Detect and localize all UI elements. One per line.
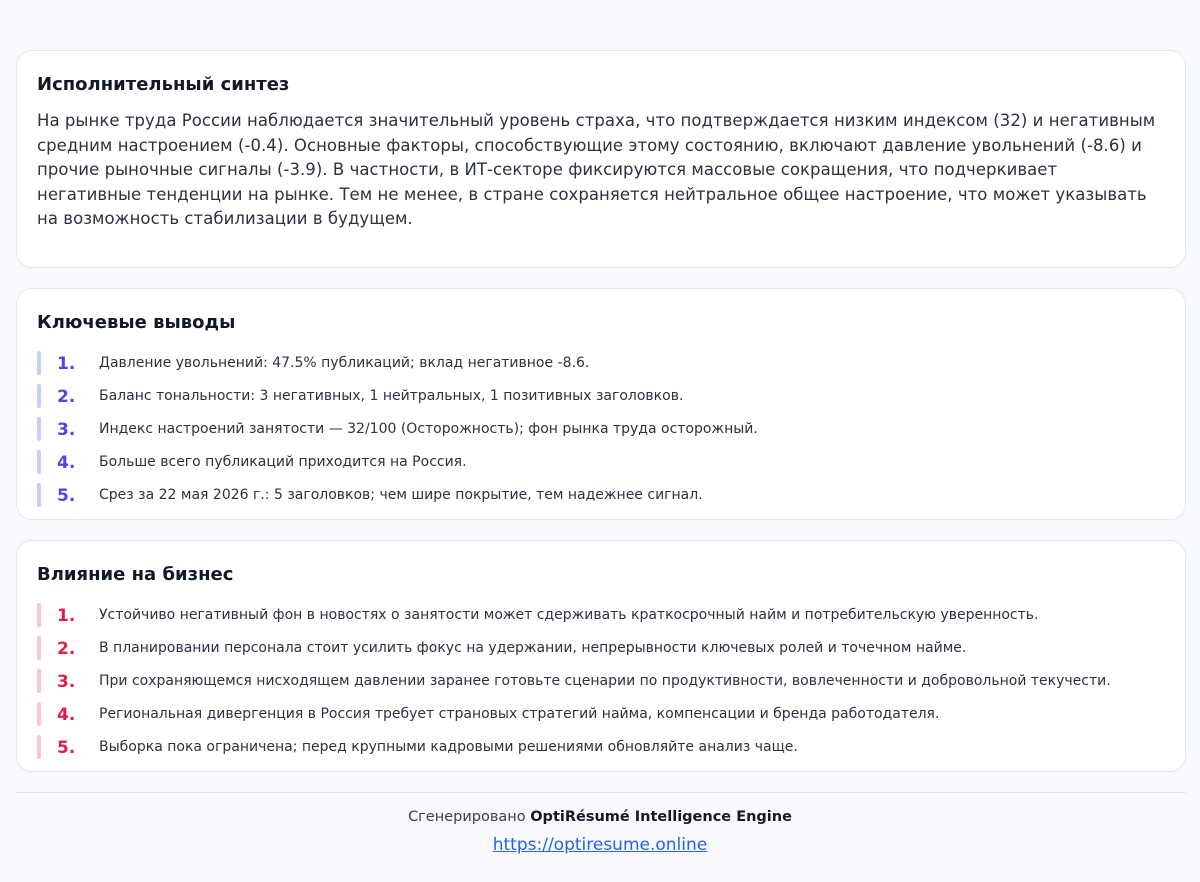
accent-bar [37,450,41,474]
item-number: 2. [57,639,76,659]
accent-bar [37,384,41,408]
list-item [37,380,1165,413]
footer-link-row [0,835,1200,855]
list-item [37,446,1165,479]
item-number: 1. [57,606,76,626]
key-findings-title: Ключевые выводы [37,312,236,333]
accent-bar [37,669,41,693]
item-number: 4. [57,453,76,473]
list-item [37,731,1165,764]
footer-engine-name: OptiRésumé Intelligence Engine [530,809,792,825]
item-number: 5. [57,738,76,758]
website-link[interactable]: https://optiresume.online [492,835,708,855]
item-text: Баланс тональности: 3 негативных, 1 нейтральных, 1 позитивных заголовков. [99,388,684,404]
business-impact-list [37,599,1165,764]
item-text: Устойчиво негативный фон в новостях о занятости может сдерживать краткосрочный найм и потребительскую уверенность. [99,607,1039,623]
accent-bar [37,702,41,726]
list-item [37,632,1165,665]
accent-bar [37,735,41,759]
item-number: 1. [57,354,76,374]
item-number: 3. [57,672,76,692]
list-item [37,413,1165,446]
item-text: Региональная дивергенция в Россия требует страновых стратегий найма, компенсации и бренда работодателя. [99,706,940,722]
list-item [37,479,1165,512]
item-number: 3. [57,420,76,440]
key-findings-list [37,347,1165,512]
list-item [37,665,1165,698]
item-number: 4. [57,705,76,725]
accent-bar [37,636,41,660]
item-text: Индекс настроений занятости — 32/100 (Осторожность); фон рынка труда осторожный. [99,421,758,437]
accent-bar [37,483,41,507]
accent-bar [37,417,41,441]
list-item [37,347,1165,380]
item-text: В планировании персонала стоит усилить фокус на удержании, непрерывности ключевых ролей и точечном найме. [99,640,967,656]
item-text: При сохраняющемся нисходящем давлении заранее готовьте сценарии по продуктивности, вовлеченности и добровольной текучести. [99,673,1111,689]
business-impact-card [16,540,1186,772]
executive-summary-card [16,50,1186,268]
executive-summary-text: На рынке труда России наблюдается значительный уровень страха, что подтверждается низким индексом (32) и негативным средним настроением (-0.4). Основные факторы, способствующие этому состоянию, включают давление увольнений (-8.6) и прочие рыночные сигналы (-3.9). В частности, в ИТ-секторе фиксируются массовые сокращения, что подчеркивает негативные тенденции на рынке. Тем не менее, в стране сохраняется нейтральное общее настроение, что может указывать на возможность стабилизации в будущем. [37,111,1156,229]
item-number: 5. [57,486,76,506]
item-text: Больше всего публикаций приходится на Россия. [99,454,467,470]
list-item [37,599,1165,632]
item-number: 2. [57,387,76,407]
accent-bar [37,603,41,627]
key-findings-card [16,288,1186,520]
item-text: Срез за 22 мая 2026 г.: 5 заголовков; чем шире покрытие, тем надежнее сигнал. [99,487,703,503]
footer-generated-label: Сгенерировано [408,809,526,825]
executive-summary-title: Исполнительный синтез [37,74,290,95]
item-text: Выборка пока ограничена; перед крупными кадровыми решениями обновляйте анализ чаще. [99,739,798,755]
business-impact-title: Влияние на бизнес [37,564,234,585]
accent-bar [37,351,41,375]
footer-credit [0,809,1200,825]
footer-divider [16,792,1186,793]
item-text: Давление увольнений: 47.5% публикаций; вклад негативное -8.6. [99,355,590,371]
list-item [37,698,1165,731]
